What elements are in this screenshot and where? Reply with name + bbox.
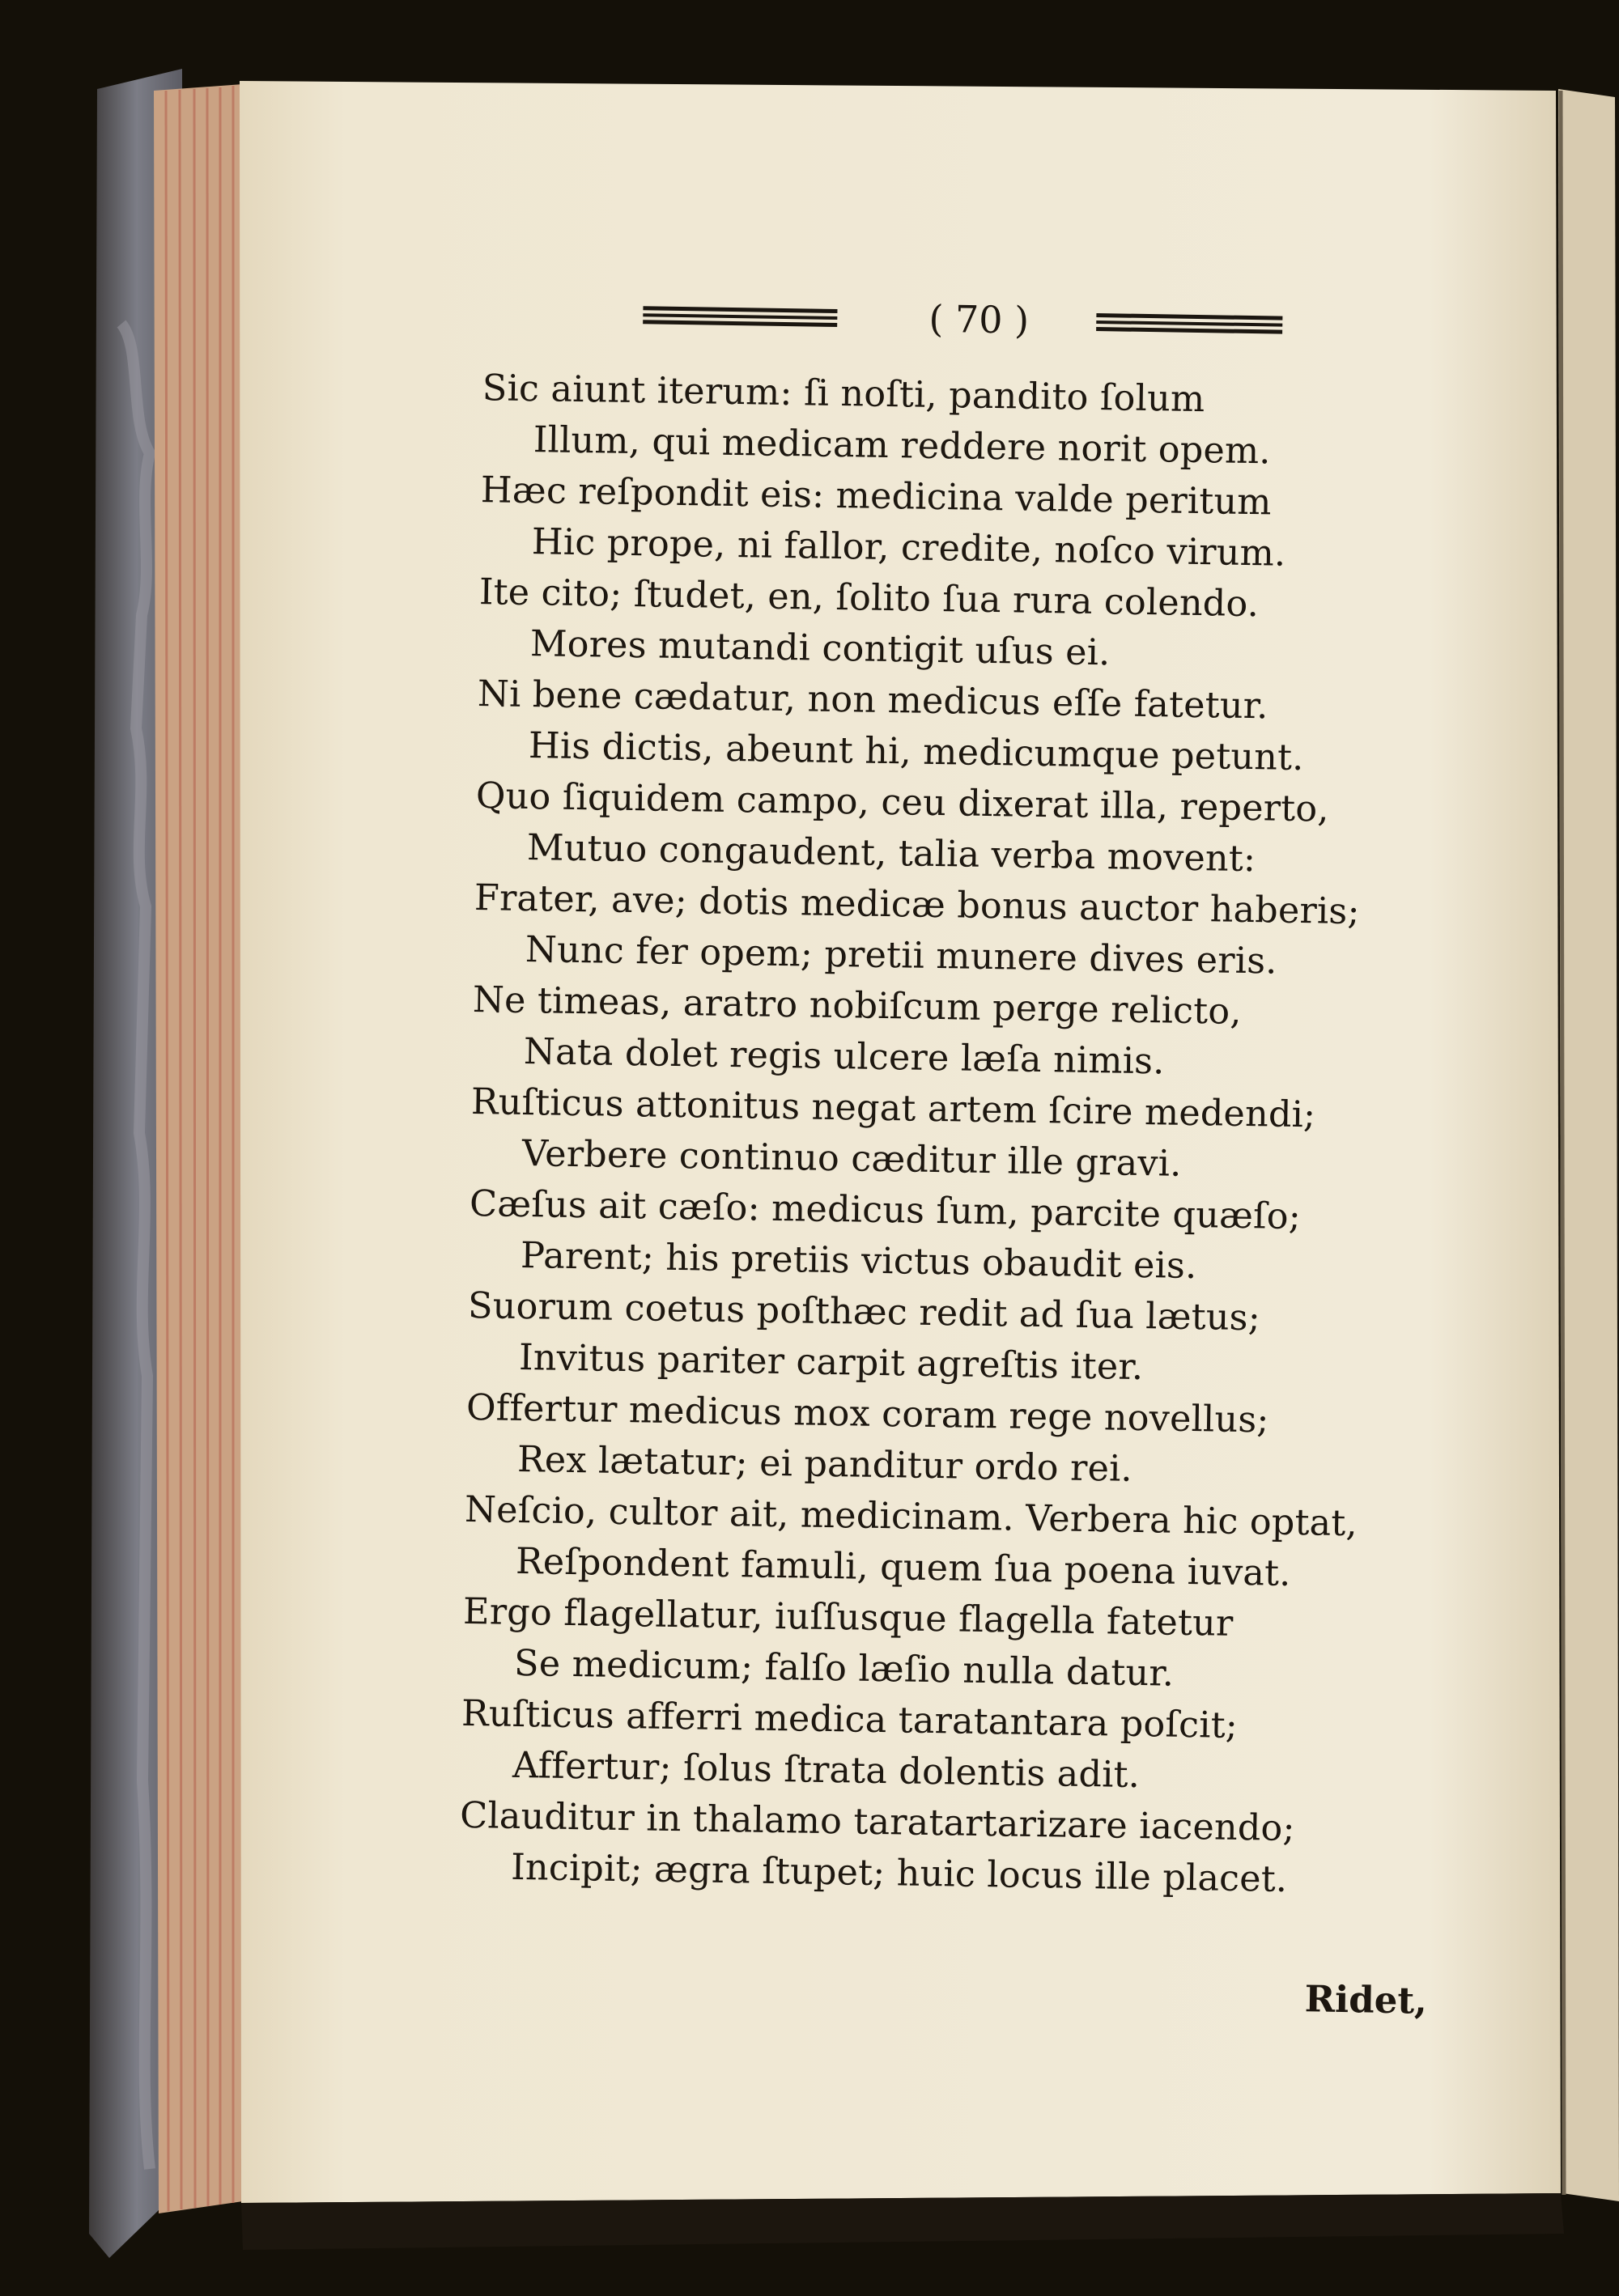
verse-line: Neſcio, cultor ait, medicinam. Verbera hic optat,: [464, 1488, 1358, 1545]
verse-line: Ite cito; ſtudet, en, ſolito ſua rura colendo.: [478, 571, 1260, 626]
verse-line: Offertur medicus mox coram rege novellus;: [465, 1386, 1269, 1441]
catchword: Ridet,: [1304, 1977, 1428, 2022]
verse-line: Ni bene cædatur, non medicus eſſe fatetur.: [477, 673, 1269, 728]
verse-line: Se medicum; falſo læſio nulla datur.: [513, 1642, 1175, 1695]
verse-line: Nunc fer opem; pretii munere dives eris.: [525, 929, 1277, 982]
verse-line: Ne timeas, aratro nobiſcum perge relicto,: [472, 979, 1243, 1033]
verse-line: Cæſus ait cæſo: medicus ſum, parcite quæſo;: [469, 1182, 1302, 1238]
verse-line: Parent; his pretiis victus obaudit eis.: [520, 1234, 1197, 1288]
page-text-block: [450, 279, 1473, 2043]
verse-line: Incipit; ægra ſtupet; huic locus ille placet.: [510, 1846, 1288, 1900]
verse-line: Quo ſiquidem campo, ceu dixerat illa, reperto,: [475, 775, 1330, 830]
verse-line: Illum, qui medicam reddere norit opem.: [533, 419, 1272, 473]
verse-line: Verbere continuo cæditur ille gravi.: [521, 1133, 1182, 1185]
decorative-rule-right: [1096, 313, 1282, 334]
verse-line: Mutuo congaudent, talia verba movent:: [526, 827, 1256, 881]
facing-page: [1558, 89, 1619, 2201]
verse-line: Ruſticus attonitus negat artem ſcire medendi;: [470, 1081, 1316, 1136]
verse-line: Ruſticus afferri medica taratantara poſcit;: [461, 1692, 1239, 1746]
verse-line: Nata dolet regis ulcere læſa nimis.: [523, 1031, 1165, 1083]
decorative-rule-left: [643, 306, 837, 327]
verse-line: Rex lætatur; ei panditur ordo rei.: [516, 1438, 1133, 1490]
verse-line: Reſpondent famuli, quem ſua poena iuvat.: [515, 1540, 1291, 1594]
verse-line: His dictis, abeunt hi, medicumque petunt.: [528, 725, 1304, 779]
verse-line: Clauditur in thalamo taratartarizare iacendo;: [459, 1794, 1296, 1850]
verse-line: Hic prope, ni fallor, credite, noſco virum.: [531, 521, 1286, 575]
verse-line: Invitus pariter carpit agreſtis iter.: [518, 1336, 1144, 1389]
verse-line: Mores mutandi contigit uſus ei.: [529, 623, 1111, 674]
verse-line: Frater, ave; dotis medicæ bonus auctor haberis;: [474, 877, 1361, 933]
verse-line: Sic aiunt iterum: ſi noſti, pandito ſolum: [482, 367, 1205, 421]
verse-line: Hæc reſpondit eis: medicina valde peritum: [480, 469, 1273, 524]
verse-line: Affertur; ſolus ſtrata dolentis adit.: [512, 1744, 1141, 1797]
page-number: ( 70 ): [928, 296, 1030, 342]
verse-line: Suorum coetus poſthæc redit ad ſua lætus;: [467, 1284, 1261, 1339]
verse-line: Ergo flagellatur, iuſſusque flagella fatetur: [462, 1590, 1234, 1645]
